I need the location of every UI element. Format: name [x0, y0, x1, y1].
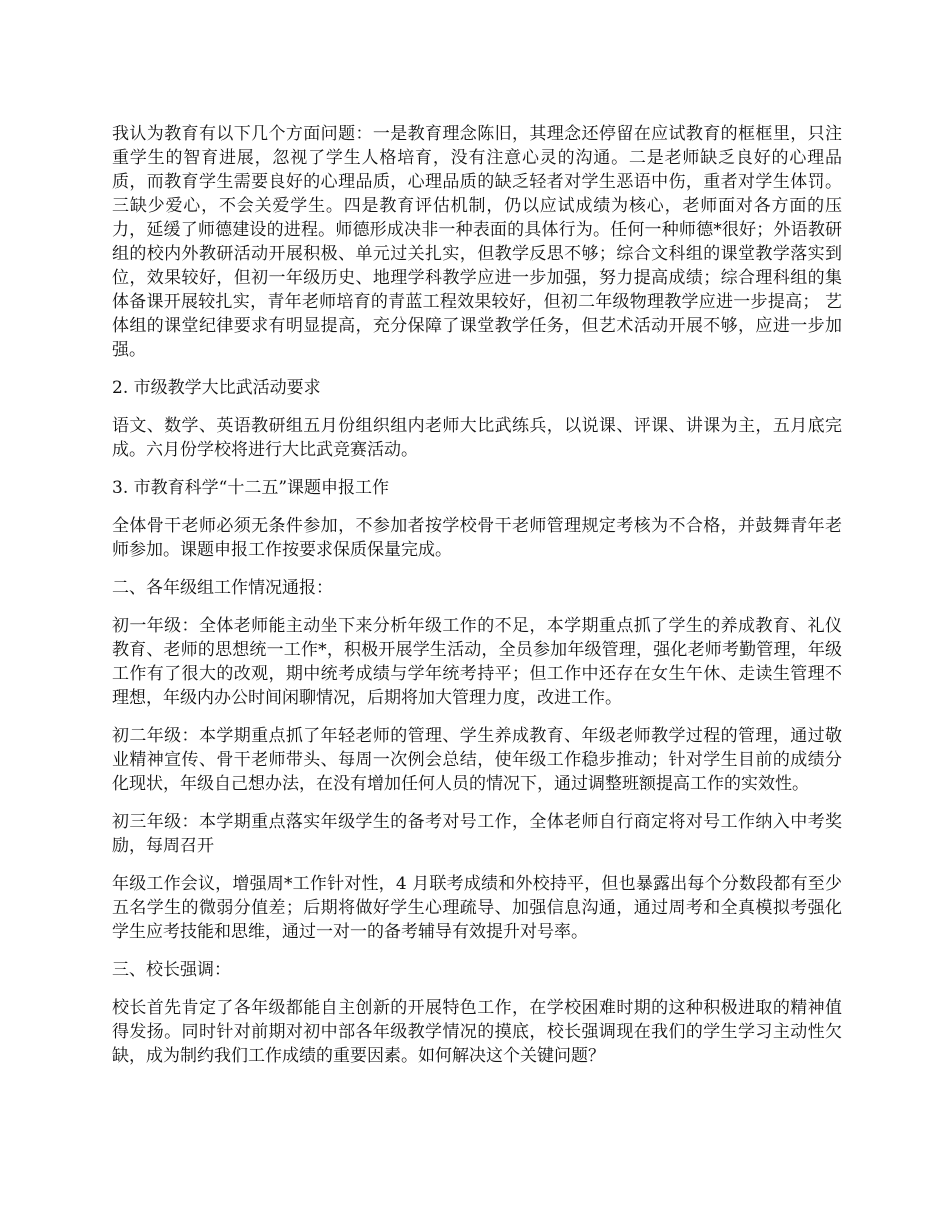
- paragraph-principal-remarks: 校长首先肯定了各年级都能自主创新的开展特色工作，在学校困难时期的这种积极进取的精神值得发扬。同时针对前期对初中部各年级教学情况的摸底，校长强调现在我们的学生学习主动性欠缺，成为制约我们工作成绩的重要因素。如何解决这个关键问题？: [112, 998, 842, 1066]
- paragraph-grade-three: 初三年级：本学期重点落实年级学生的备考对号工作，全体老师自行商定将对号工作纳入中考奖励，每周召开: [112, 812, 842, 856]
- section-principal-remarks: 三、校长强调：: [112, 960, 231, 980]
- section-grade-reports: 二、各年级组工作情况通报：: [112, 578, 333, 598]
- paragraph-grade-three-continued: 年级工作会议，增强周*工作针对性，4 月联考成绩和外校持平，但也暴露出每个分数段都有至少五名学生的微弱分值差；后期将做好学生心理疏导、加强信息沟通，通过周考和全真模拟考强化学生应考技能和思维，通过一对一的备考辅导有效提升对号率。: [112, 874, 842, 942]
- document-body: [112, 122, 842, 1082]
- paragraph-education-problems: 我认为教育有以下几个方面问题：一是教育理念陈旧，其理念还停留在应试教育的框框里，只注重学生的智育进展，忽视了学生人格培育，没有注意心灵的沟通。二是老师缺乏良好的心理品质，而教育学生需要良好的心理品质，心理品质的缺乏轻者对学生恶语中伤，重者对学生体罚。三缺少爱心，不会关爱学生。四是教育评估机制，仍以应试成绩为核心，老师面对各方面的压力，延缓了师德建设的进程。师德形成决非一种表面的具体行为。任何一种师德*很好；外语教研组的校内外教研活动开展积极、单元过关扎实，但教学反思不够；综合文科组的课堂教学落实到位，效果较好，但初一年级历史、地理学科教学应进一步加强，努力提高成绩；综合理科组的集体备课开展较扎实，青年老师培育的青蓝工程效果较好，但初二年级物理教学应进一步提高； 艺体组的课堂纪律要求有明显提高，充分保障了课堂教学任务，但艺术活动开展不够，应进一步加强。: [112, 124, 842, 360]
- heading-research-project: 3. 市教育科学“十二五”课题申报工作: [112, 478, 390, 498]
- paragraph-grade-two: 初二年级：本学期重点抓了年轻老师的管理、学生养成教育、年级老师教学过程的管理，通过敬业精神宣传、骨干老师带头、每周一次例会总结，使年级工作稳步推动；针对学生目前的成绩分化现状，年级自己想办法，在没有增加任何人员的情况下，通过调整班额提高工作的实效性。: [112, 726, 842, 794]
- paragraph-teaching-competition: 语文、数学、英语教研组五月份组织组内老师大比武练兵，以说课、评课、讲课为主，五月底完成。六月份学校将进行大比武竞赛活动。: [112, 416, 842, 460]
- paragraph-grade-one: 初一年级：全体老师能主动坐下来分析年级工作的不足，本学期重点抓了学生的养成教育、礼仪教育、老师的思想统一工作*，积极开展学生活动，全员参加年级管理，强化老师考勤管理，年级工作有了很大的改观，期中统考成绩与学年统考持平；但工作中还存在女生午休、走读生管理不理想，年级内办公时间闲聊情况，后期将加大管理力度，改进工作。: [112, 616, 842, 708]
- heading-teaching-competition: 2. 市级教学大比武活动要求: [112, 378, 321, 398]
- paragraph-research-project: 全体骨干老师必须无条件参加，不参加者按学校骨干老师管理规定考核为不合格，并鼓舞青年老师参加。课题申报工作按要求保质保量完成。: [112, 516, 842, 560]
